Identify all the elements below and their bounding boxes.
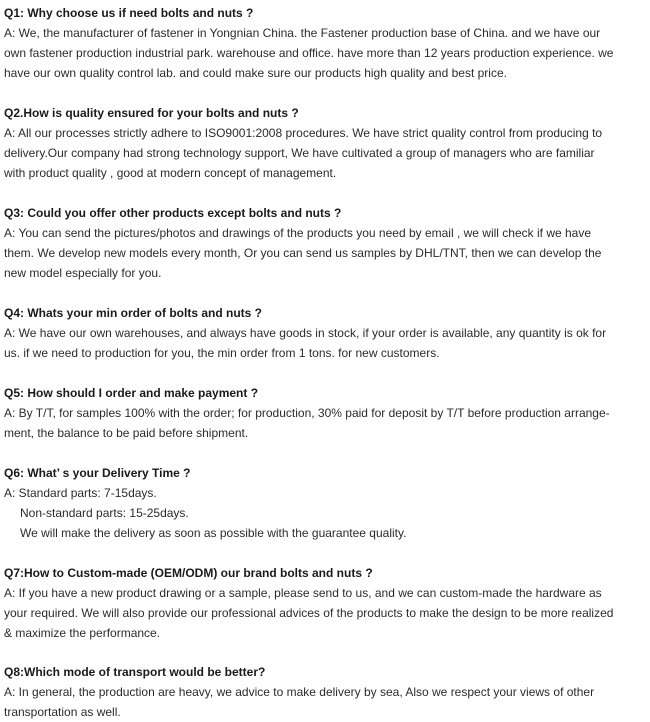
faq-answer-line: A: By T/T, for samples 100% with the order; for production, 30% paid for deposit by T/T before production arrange- xyxy=(4,406,610,420)
faq-item-q7 xyxy=(4,563,646,643)
faq-answer-line: A: We have our own warehouses, and always have goods in stock, if your order is available, any quantity is ok for xyxy=(4,326,607,340)
faq-question: Q5: How should I order and make payment ? xyxy=(4,386,259,400)
faq-item-q6 xyxy=(4,463,646,543)
faq-answer-line: A: If you have a new product drawing or a sample, please send to us, and we can custom-made the hardware as xyxy=(4,586,602,600)
faq-answer-line: your required. We will also provide our professional advices of the products to make the design to be more realized xyxy=(4,606,614,620)
faq-question: Q6: What’ s your Delivery Time ? xyxy=(4,466,191,480)
faq-answer-line: us. if we need to production for you, the min order from 1 tons. for new customers. xyxy=(4,346,440,360)
faq-answer-line: A: All our processes strictly adhere to ISO9001:2008 procedures. We have strict quality control from producing to xyxy=(4,126,603,140)
faq-answer-line: A: In general, the production are heavy, we advice to make delivery by sea, Also we respect your views of other xyxy=(4,685,595,699)
faq-question: Q8:Which mode of transport would be better? xyxy=(4,665,266,679)
faq-answer-line: transportation as well. xyxy=(4,705,121,719)
faq-item-q8 xyxy=(4,662,646,722)
faq-answer xyxy=(4,223,646,283)
faq-item-q4 xyxy=(4,303,646,363)
faq-item-q1 xyxy=(4,3,646,83)
faq-answer-line: ment, the balance to be paid before shipment. xyxy=(4,426,249,440)
faq-answer-indented-line: Non-standard parts: 15-25days. xyxy=(20,506,189,520)
faq-answer xyxy=(4,483,646,543)
faq-answer-line: A: You can send the pictures/photos and drawings of the products you need by email , we will check if we have xyxy=(4,226,592,240)
faq-question: Q1: Why choose us if need bolts and nuts ? xyxy=(4,6,254,20)
faq-answer-line: them. We develop new models every month, Or you can send us samples by DHL/TNT, then we can develop the xyxy=(4,246,602,260)
faq-answer xyxy=(4,583,646,643)
faq-answer-line: with product quality , good at modern concept of management. xyxy=(4,166,337,180)
faq-question: Q2.How is quality ensured for your bolts and nuts ? xyxy=(4,106,299,120)
faq-answer xyxy=(4,123,646,183)
faq-answer-line: & maximize the performance. xyxy=(4,626,161,640)
faq-item-q5 xyxy=(4,383,646,443)
faq-answer-line: new model especially for you. xyxy=(4,266,162,280)
faq-question: Q7:How to Custom-made (OEM/ODM) our brand bolts and nuts ? xyxy=(4,566,373,580)
faq-answer-indented-line: We will make the delivery as soon as possible with the guarantee quality. xyxy=(20,526,407,540)
faq-answer-line: delivery.Our company had strong technology support, We have cultivated a group of managers who are familiar xyxy=(4,146,595,160)
faq-item-q3 xyxy=(4,203,646,283)
faq-answer xyxy=(4,323,646,363)
faq-answer xyxy=(4,23,646,83)
faq-answer-line: have our own quality control lab. and could make sure our products high quality and best price. xyxy=(4,66,507,80)
faq-answer-line: A: We, the manufacturer of fastener in Yongnian China. the Fastener production base of China. and we have our xyxy=(4,26,601,40)
faq-question: Q4: Whats your min order of bolts and nuts ? xyxy=(4,306,263,320)
faq-answer xyxy=(4,403,646,443)
faq-answer-line: A: Standard parts: 7-15days. xyxy=(4,486,157,500)
faq-item-q2 xyxy=(4,103,646,183)
faq-answer xyxy=(4,682,646,722)
faq-answer-line: own fastener production industrial park. warehouse and office. have more than 12 years production experience. we xyxy=(4,46,614,60)
faq-question: Q3: Could you offer other products except bolts and nuts ? xyxy=(4,206,342,220)
